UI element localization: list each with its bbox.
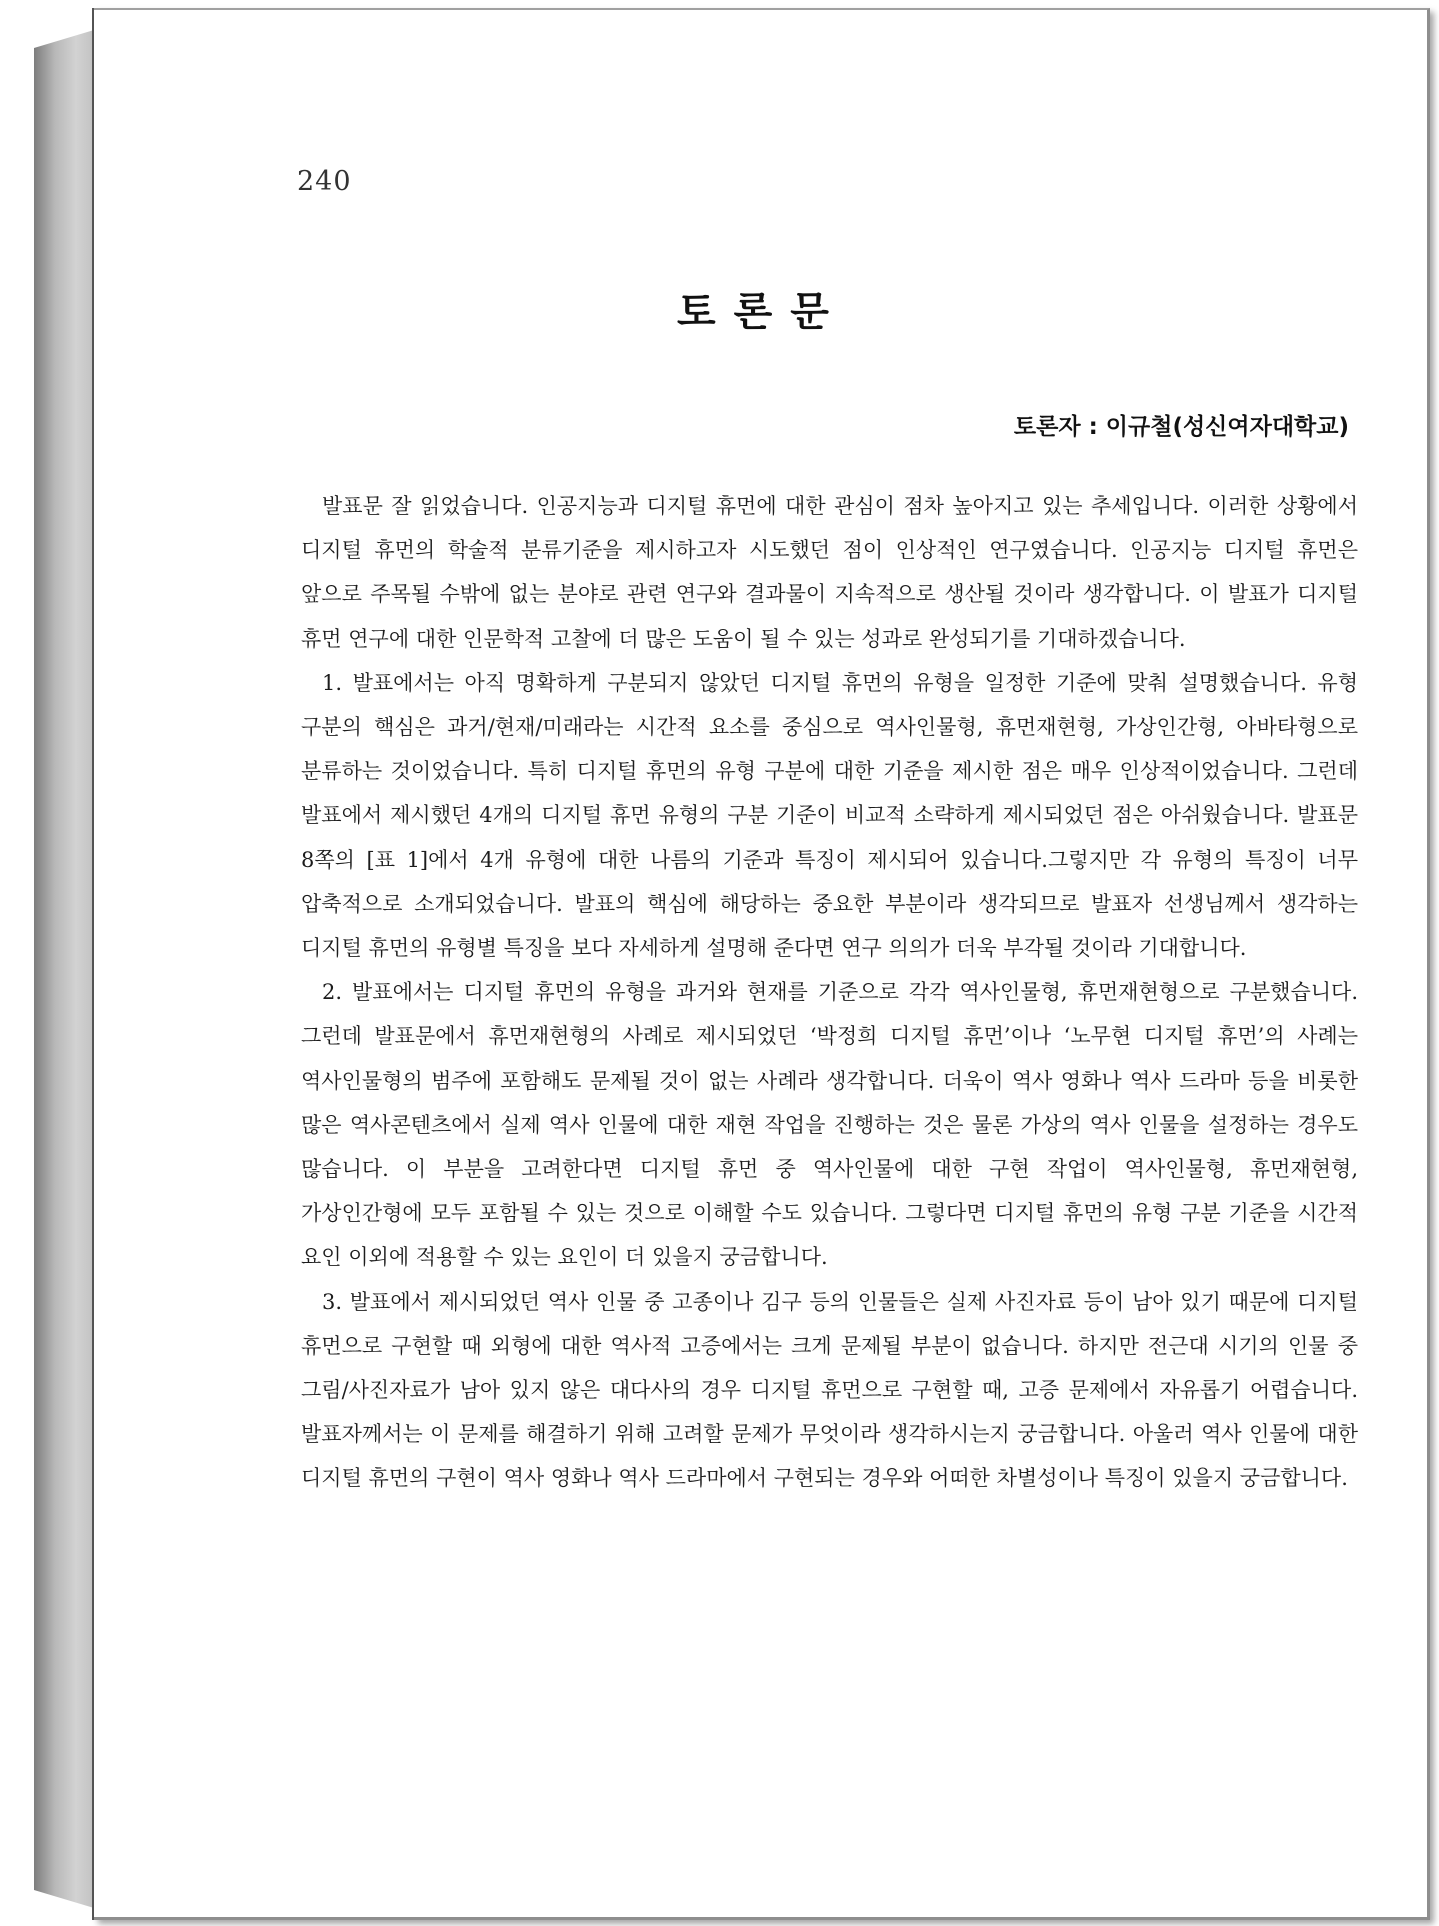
page-title: 토론문 <box>677 289 847 335</box>
paragraph-question-2: 2. 발표에서는 디지털 휴먼의 유형을 과거와 현재를 기준으로 각각 역사인물형, 휴먼재현형으로 구분했습니다. 그런데 발표문에서 휴먼재현형의 사례로 제시되었던 ‘박정희 디지털 휴먼’이나 ‘노무현 디지털 휴먼’의 사례는 역사인물형의 범주에 포함해도 문제될 것이 없는 사례라 생각합니다. 더욱이 역사 영화나 역사 드라마 등을 비롯한 많은 역사콘텐츠에서 실제 역사 인물에 대한 재현 작업을 진행하는 것은 물론 가상의 역사 인물을 설정하는 경우도 많습니다. 이 부분을 고려한다면 디지털 휴먼 중 역사인물에 대한 구현 작업이 역사인물형, 휴먼재현형, 가상인간형에 모두 포함될 수 있는 것으로 이해할 수도 있습니다. 그렇다면 디지털 휴먼의 유형 구분 기준을 시간적 요인 이외에 적용할 수 있는 요인이 더 있을지 궁금합니다. <box>301 980 1358 1270</box>
page-number: 240 <box>297 166 352 197</box>
discussant-line: 토론자 : 이규철(성신여자대학교) <box>1013 414 1349 440</box>
document-page <box>94 8 1430 1920</box>
paragraph-question-1: 1. 발표에서는 아직 명확하게 구분되지 않았던 디지털 휴먼의 유형을 일정한 기준에 맞춰 설명했습니다. 유형 구분의 핵심은 과거/현재/미래라는 시간적 요소를 중심으로 역사인물형, 휴먼재현형, 가상인간형, 아바타형으로 분류하는 것이었습니다. 특히 디지털 휴먼의 유형 구분에 대한 기준을 제시한 점은 매우 인상적이었습니다. 그런데 발표에서 제시했던 4개의 디지털 휴먼 유형의 구분 기준이 비교적 소략하게 제시되었던 점은 아쉬웠습니다. 발표문 8쪽의 [표 1]에서 4개 유형에 대한 나름의 기준과 특징이 제시되어 있습니다.그렇지만 각 유형의 특징이 너무 압축적으로 소개되었습니다. 발표의 핵심에 해당하는 중요한 부분이라 생각되므로 발표자 선생님께서 생각하는 디지털 휴먼의 유형별 특징을 보다 자세하게 설명해 준다면 연구 의의가 더욱 부각될 것이라 기대합니다. <box>301 670 1358 961</box>
paragraph-question-3: 3. 발표에서 제시되었던 역사 인물 중 고종이나 김구 등의 인물들은 실제 사진자료 등이 남아 있기 때문에 디지털 휴먼으로 구현할 때 외형에 대한 역사적 고증에서는 크게 문제될 부분이 없습니다. 하지만 전근대 시기의 인물 중 그림/사진자료가 남아 있지 않은 대다사의 경우 디지털 휴먼으로 구현할 때, 고증 문제에서 자유롭기 어렵습니다. 발표자께서는 이 문제를 해결하기 위해 고려할 문제가 무엇이라 생각하시는지 궁금합니다. 아울러 역사 인물에 대한 디지털 휴먼의 구현이 역사 영화나 역사 드라마에서 구현되는 경우와 어떠한 차별성이나 특징이 있을지 궁금합니다. <box>301 1289 1358 1491</box>
body-text <box>301 484 1358 1501</box>
paragraph-intro: 발표문 잘 읽었습니다. 인공지능과 디지털 휴먼에 대한 관심이 점차 높아지고 있는 추세입니다. 이러한 상황에서 디지털 휴먼의 학술적 분류기준을 제시하고자 시도했던 점이 인상적인 연구였습니다. 인공지능 디지털 휴먼은 앞으로 주목될 수밖에 없는 분야로 관련 연구와 결과물이 지속적으로 생산될 것이라 생각합니다. 이 발표가 디지털 휴먼 연구에 대한 인문학적 고찰에 더 많은 도움이 될 수 있는 성과로 완성되기를 기대하겠습니다. <box>301 494 1358 651</box>
book-spine <box>34 30 94 1908</box>
